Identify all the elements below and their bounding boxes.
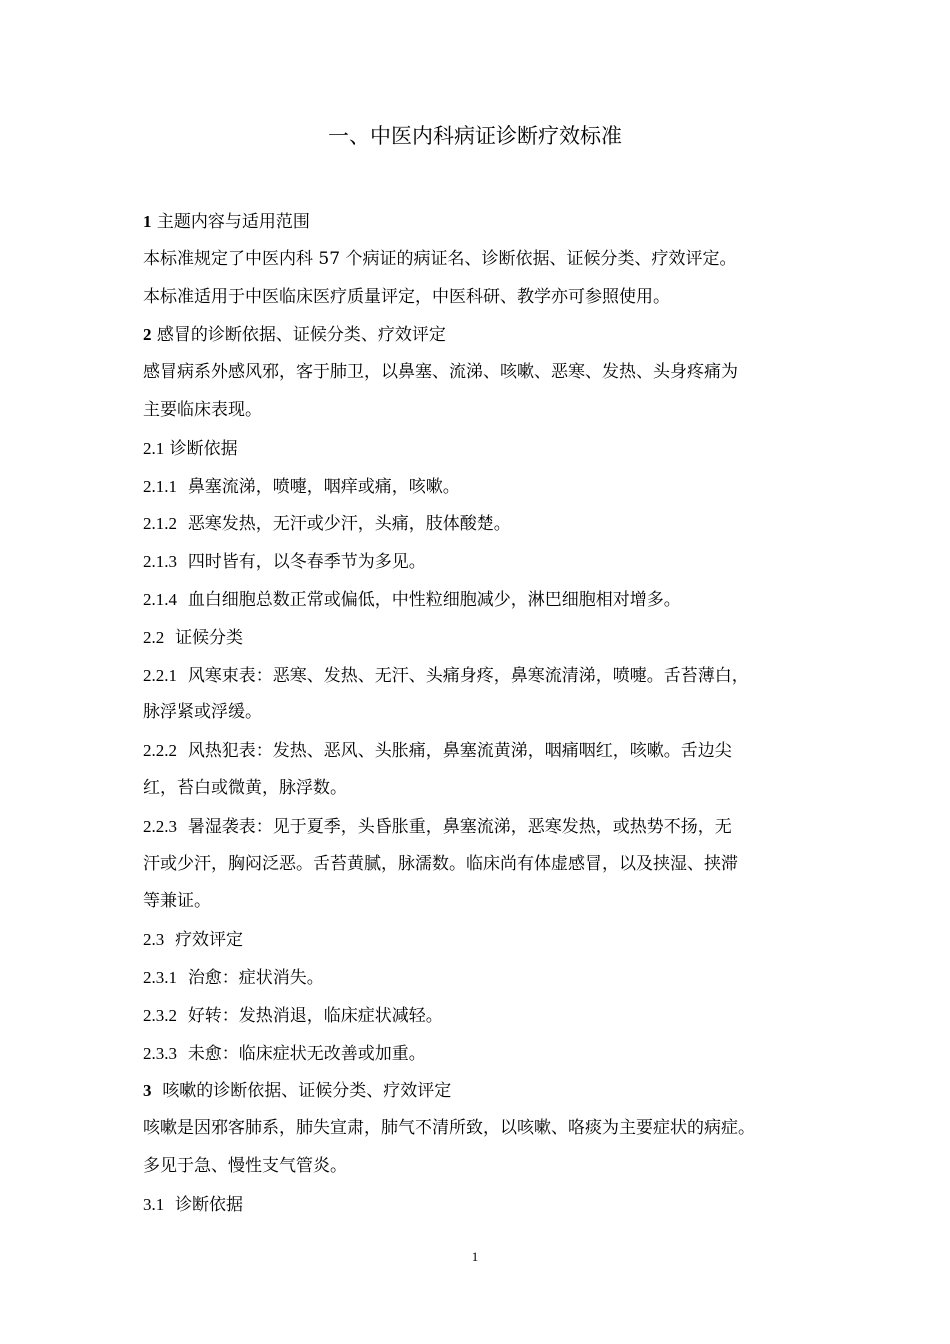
paragraph-line: 多见于急、慢性支气管炎。 xyxy=(143,1155,347,1176)
item-text: 诊断依据 xyxy=(169,438,238,459)
item-2-3-1 xyxy=(143,959,813,997)
item-number: 2.2 xyxy=(143,627,165,647)
item-text: 未愈：临床症状无改善或加重。 xyxy=(187,1043,426,1064)
item-text: 诊断依据 xyxy=(175,1194,244,1215)
section-number: 1 xyxy=(143,212,152,231)
item-text: 风热犯表：发热、恶风、头胀痛，鼻塞流黄涕，咽痛咽红，咳嗽。舌边尖 xyxy=(187,741,732,762)
item-number: 2.2.2 xyxy=(143,741,177,761)
paragraph-line: 本标准规定了中医内科 57 个病证的病证名、诊断依据、证候分类、疗效评定。 xyxy=(143,248,737,269)
item-number: 2.3 xyxy=(143,930,165,950)
subheading-3-1 xyxy=(143,1186,813,1224)
item-text: 四时皆有，以冬春季节为多见。 xyxy=(187,552,426,573)
section-number: 2 xyxy=(143,325,152,345)
item-2-2-2 xyxy=(143,732,813,770)
section-heading: 感冒的诊断依据、证候分类、疗效评定 xyxy=(156,325,446,346)
section-heading: 咳嗽的诊断依据、证候分类、疗效评定 xyxy=(162,1081,452,1102)
paragraph-line: 本标准适用于中医临床医疗质量评定，中医科研、教学亦可参照使用。 xyxy=(143,286,670,307)
item-text: 血白细胞总数正常或偏低，中性粒细胞减少，淋巴细胞相对增多。 xyxy=(187,589,681,610)
item-number: 2.1.3 xyxy=(143,552,177,572)
paragraph-line: 等兼证。 xyxy=(143,891,211,912)
item-text: 暑湿袭表：见于夏季，头昏胀重，鼻塞流涕，恶寒发热，或热势不扬，无 xyxy=(187,816,732,837)
item-text: 治愈：症状消失。 xyxy=(187,967,324,988)
item-number: 2.1.1 xyxy=(143,476,177,496)
item-number: 2.1.2 xyxy=(143,514,177,534)
item-number: 2.1 xyxy=(143,438,165,458)
item-number: 2.3.1 xyxy=(143,967,177,987)
item-text: 恶寒发热，无汗或少汗，头痛，肢体酸楚。 xyxy=(187,514,511,535)
paragraph-line: 咳嗽是因邪客肺系，肺失宣肃，肺气不清所致，以咳嗽、咯痰为主要症状的病症。 xyxy=(143,1118,755,1139)
item-number: 2.1.4 xyxy=(143,589,177,609)
paragraph-line: 红，苔白或微黄，脉浮数。 xyxy=(143,777,347,798)
item-2-2-3 xyxy=(143,808,813,846)
item-2-3-3 xyxy=(143,1035,813,1073)
heading-1 xyxy=(143,203,813,241)
item-2-2-1 xyxy=(143,657,813,695)
heading-2 xyxy=(143,316,813,354)
page-number: 1 xyxy=(471,1249,479,1264)
item-number: 2.3.3 xyxy=(143,1043,177,1063)
item-2-1-1 xyxy=(143,468,813,506)
item-number: 2.3.2 xyxy=(143,1005,177,1025)
page-title: 一、中医内科病证诊断疗效标准 xyxy=(328,124,622,148)
item-2-3-2 xyxy=(143,997,813,1035)
subheading-2-1 xyxy=(143,430,813,468)
item-2-1-2 xyxy=(143,505,813,543)
section-number: 3 xyxy=(143,1081,152,1101)
subheading-2-2 xyxy=(143,619,813,657)
item-number: 2.2.3 xyxy=(143,816,177,836)
section-heading: 主题内容与适用范围 xyxy=(156,212,310,232)
item-2-1-4 xyxy=(143,581,813,619)
paragraph-line: 主要临床表现。 xyxy=(143,399,262,420)
document-body xyxy=(143,203,813,1224)
item-text: 鼻塞流涕，喷嚏，咽痒或痛，咳嗽。 xyxy=(187,476,460,497)
item-text: 疗效评定 xyxy=(175,930,244,951)
paragraph-line: 脉浮紧或浮缓。 xyxy=(143,702,262,723)
subheading-2-3 xyxy=(143,921,813,959)
paragraph-line: 汗或少汗，胸闷泛恶。舌苔黄腻，脉濡数。临床尚有体虚感冒，以及挟湿、挟滞 xyxy=(143,853,738,874)
item-text: 风寒束表：恶寒、发热、无汗、头痛身疼，鼻寒流清涕，喷嚏。舌苔薄白， xyxy=(187,665,749,686)
item-2-1-3 xyxy=(143,543,813,581)
item-text: 证候分类 xyxy=(175,627,244,648)
item-text: 好转：发热消退，临床症状减轻。 xyxy=(187,1005,443,1026)
paragraph-line: 感冒病系外感风邪，客于肺卫，以鼻塞、流涕、咳嗽、恶寒、发热、头身疼痛为 xyxy=(143,362,738,383)
heading-3 xyxy=(143,1072,813,1110)
item-number: 3.1 xyxy=(143,1194,165,1214)
item-number: 2.2.1 xyxy=(143,665,177,685)
